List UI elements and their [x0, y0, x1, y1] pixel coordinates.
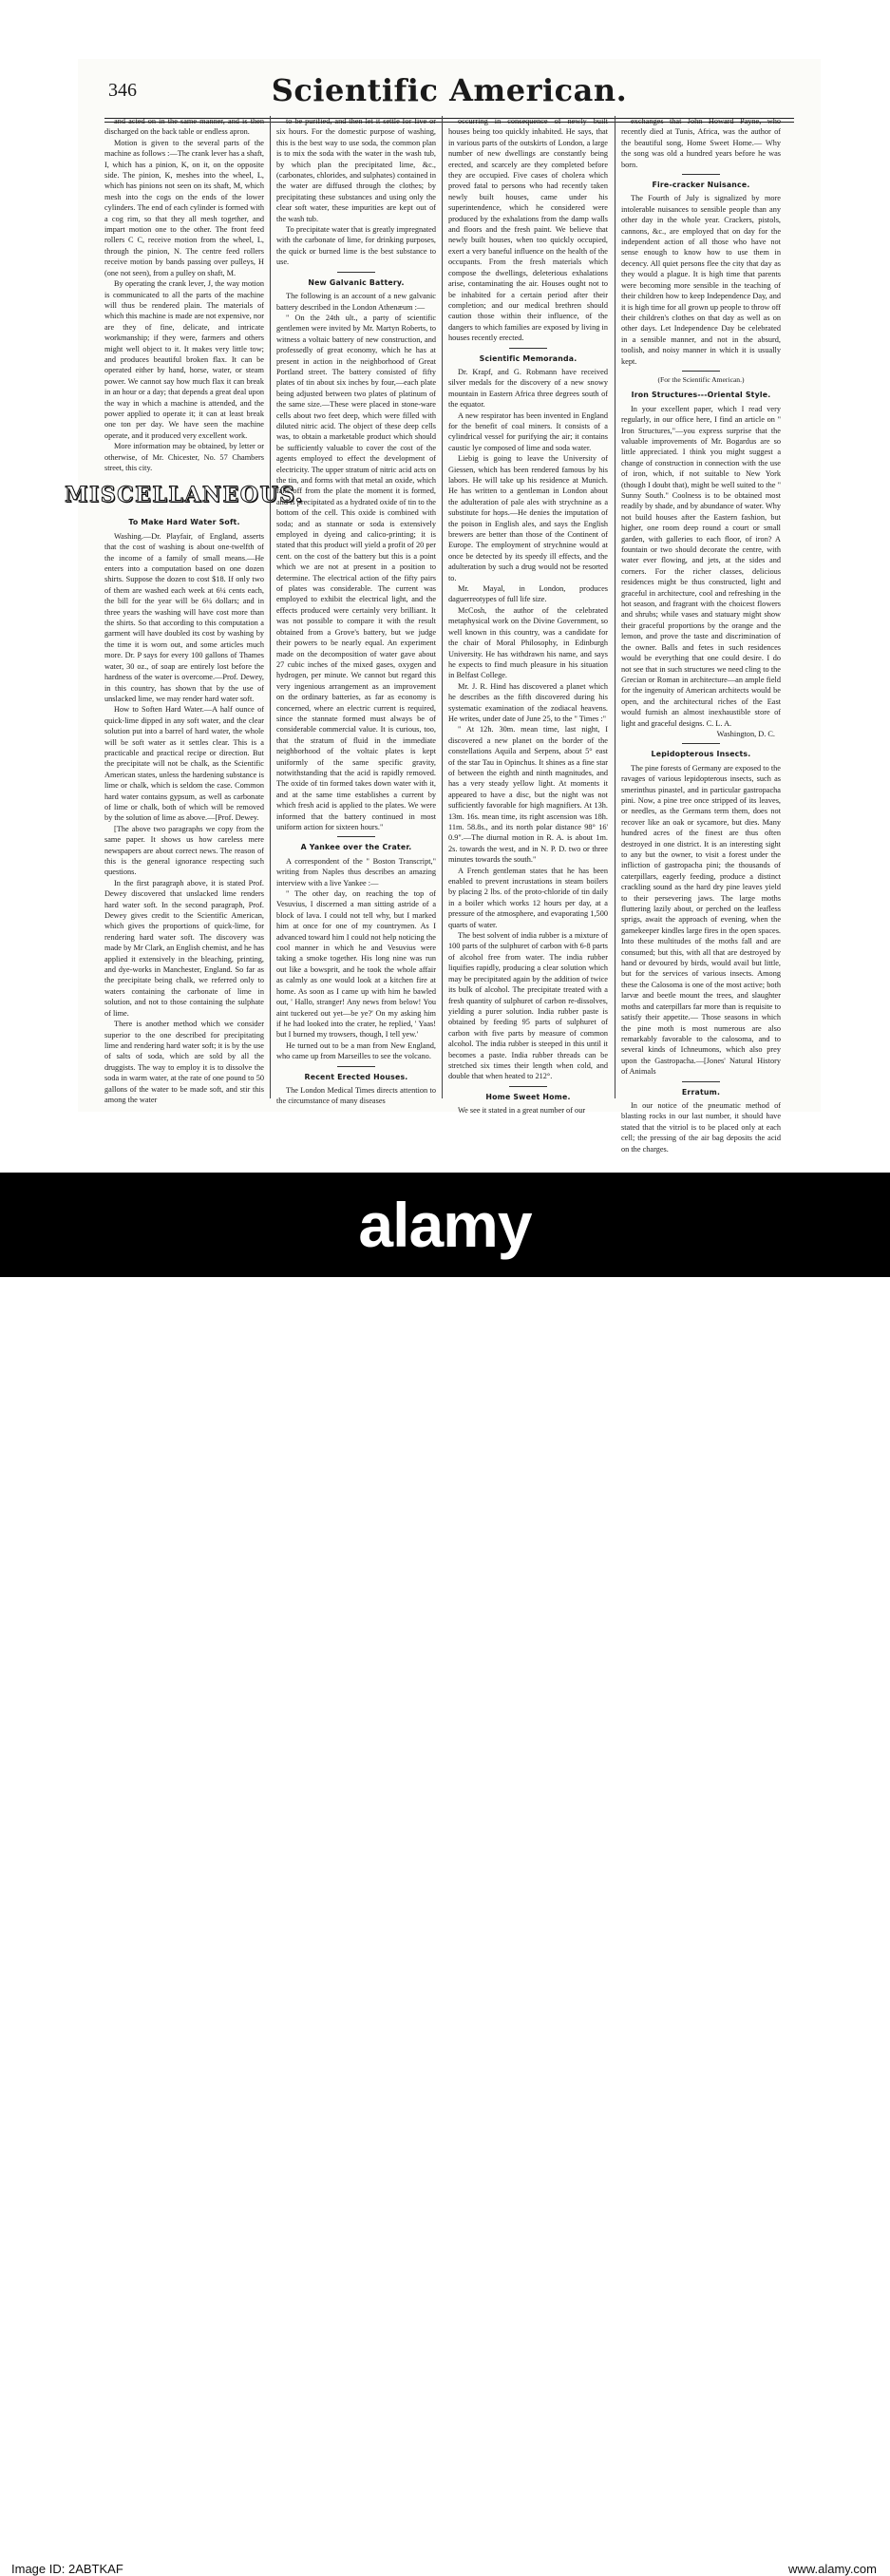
article-title: Fire-cracker Nuisance. — [652, 181, 750, 190]
section-separator — [682, 1081, 720, 1082]
paragraph: Dr. Krapf, and G. Robmann have received silver medals for the discovery of a new snowy mountain in Eastern Africa three degrees south of the equator. — [448, 367, 608, 410]
article-title: Lepidopterous Insects. — [651, 750, 751, 759]
column-divider — [442, 116, 443, 1098]
paragraph: A correspondent of the " Boston Transcript," writing from Naples thus describes an amazing interview with a live Yankee :— — [276, 856, 436, 887]
paragraph: More information may be obtained, by letter or otherwise, of Mr. Chicester, No. 57 Chambers street, this city. — [104, 442, 264, 472]
paragraph: Mr. Mayal, in London, produces daguerreotypes of full life size. — [448, 584, 608, 604]
stock-info-bar — [0, 1277, 890, 2576]
paragraph: " The other day, on reaching the top of Vesuvius, I discerned a man sitting astride of a block of lava. I could not tell why, but I marked him at once for one of my countrymen. As I advanced toward him I could not help noticing the cool manner in which he and Vesuvius were taking a smoke together. His long nine was run out like a bowsprit, and he took the whole affair as calmly as one would look at a kitchen fire at home. As soon as I came up with him he bawled out, ' Hallo, stranger! Any news from below! You aint tuckered out yet—be ye?' On my asking him if he had looked into the crater, he replied, ' Yaas! but I burned my trowsers, though, I tell yew.' — [276, 889, 436, 1040]
column-divider — [270, 116, 271, 1098]
paragraph: " On the 24th ult., a party of scientific gentlemen were invited by Mr. Martyn Roberts, to witness a voltaic battery of new construction, and professedly of great economy, which he has at present in action in the neighborhood of Great Portland street. The battery consisted of fifty plates of tin about six inches by four,—each plate being adjusted between two plates of platinum of the same size.—These were placed in stone-ware cells about two feet deep, which were filled with diluted nitric acid. The object of these deep cells was, to obtain a marketable product which should be sufficiently valuable to cover the cost of the agents employed to effect the development of electricity. The upper stratum of nitric acid acts on the tin, and forms with that metal an oxide, which falls off from the plate the moment it is formed, and is precipitated as a hydrated oxide of tin to the bottom of the cell. This oxide is combined with soda; and as stannate or soda is extensively employed in dyeing and calico-printing; it is stated that this product will yield a profit of 20 per cent. on the cost of the battery but this is a point which we are not at present in a position to determine. The electrical action of the fifty pairs of plates was considerable. The current was employed to exhibit the electrical light, and the effects produced were certainly very brilliant. It was not possible to compare it with the result obtained from a Grove's battery, but we judge their powers to be nearly equal. An experiment made on the decomposition of water gave about 27 cubic inches of the mixed gases, oxygen and hydrogen, per minute. We cannot but regard this very ingenious arrangement as an improvement on the ordinary batteries, as far as economy is concerned, where an electric current is required, since the stannate formed must always be of considerable commercial value. It is curious, too, that the stratum of fluid in the immediate neighborhood of the voltaic plates is kept uniformly of the same specific gravity, notwithstanding that the acid is rapidly removed. The oxide of tin formed takes down water with it, and at the same time establishes a current by which fresh acid is applied to the plates. We were informed that the battery continued in most uniform action for sixteen hours." — [276, 313, 436, 831]
paragraph: The best solvent of india rubber is a mixture of 100 parts of the sulphuret of carbon with 6-8 parts of alcohol free from water. The india rubber liquifies rapidly, producing a clear solution which may be precipitated again by the addition of twice its bulk of alcohol. The precipitate treated with a fresh quantity of sulphuret of carbon re-dissolves, yielding a purer solution. India rubber paste is obtained by feeding 95 parts of sulphuret of carbon with five parts by measure of common alcohol. The india rubber is steeped in this until it becomes a paste. India rubber threads can be stretched six times their length when cold, and double that when heated to 212°. — [448, 931, 608, 1081]
paragraph: How to Soften Hard Water.—A half ounce of quick-lime dipped in any soft water, and the clear solution put into a barrel of hard water, the whole will be soft water as it settles clear. This is a practicable and practical recipe or direction. But the precipitate will not be chalk, as the Scientific American states, unless the hardening substance is lime or chalk, which is seldom the case. Common hard water contains gypsum, as well as carbonate of lime or chalk, both of which will be removed by the solution of lime as above.—[Prof. Dewey. — [104, 705, 264, 823]
paragraph: To precipitate water that is greatly impregnated with the carbonate of lime, for drinking purposes, the quick or burned lime is the best substance to use. — [276, 225, 436, 267]
section-separator — [509, 348, 547, 349]
section-separator — [682, 174, 720, 175]
paragraph: The London Medical Times directs attention to the circumstance of many diseases — [276, 1085, 436, 1106]
paragraph: and acted on in the same manner, and is then discharged on the back table or endless apron. — [104, 117, 264, 137]
column-2 — [276, 116, 436, 1106]
article-title: Erratum. — [681, 1087, 721, 1097]
column-3 — [448, 116, 608, 1116]
paragraph: The following is an account of a new galvanic battery described in the London Athenæum :— — [276, 292, 436, 312]
paragraph: A new respirator has been invented in England for the benefit of coal miners. It consists of a cylindrical vessel for purifying the air; it contains caustic lye composed of lime and soda water. — [448, 410, 608, 452]
image-id-label: Image ID: 2ABTKAF — [11, 2562, 123, 2576]
column-1 — [65, 116, 304, 1104]
paragraph: The pine forests of Germany are exposed to the ravages of various lepidopterous insects, such as smerinthus pinastel, and in particular gastropacha pini. Now, a pine tree once stripped of its leaves, or needles, as the Germans term them, does not recover like an oak or sycamore, but dies. Many hundred acres of the finest are thus often destroyed in one district. It is an interesting sight to any but the owner, to visit a forest under the infliction of gastropacha pini; the thousands of caterpillars, eagerly feeding, produce a distinct crackling sound as the hard dry pine leaves yield to their persevering jaws. The large moths fluttering lazily about, or perched on the leafless sprigs, await the approach of evening, when the gamekeeper kindles large fires in the open spaces. Into these multitudes of the moths fall and are consumed; but this, with all that are destroyed by hand or devoured by birds, would avail but little, but for the services of various insects. Among these the Calosoma is one of the most active; both larvæ and beetle mount the trees, and slaughter moths and caterpillars far more than is requisite to satisfy their appetite.— Those seasons in which the pine moth is most numerous are also remarkably favorable to the calosoma, and to several kinds of Ichneumons, which also prey upon the Gastropacha.—[Jones' Natural History of Animals — [621, 763, 781, 1077]
section-separator — [337, 272, 375, 273]
newspaper-page — [65, 59, 821, 1154]
paragraph: McCosh, the author of the celebrated metaphysical work on the Divine Government, so well known in this country, was a candidate for the chair of Moral Philosophy, in Edinburgh University. He has withdrawn his name, and says he expects to find much pleasure in his situation in Belfast College. — [448, 605, 608, 680]
masthead-title: Scientific American. — [271, 72, 628, 108]
paragraph: exchanges that John Howard Payne, who recently died at Tunis, Africa, was the author of the beautiful song, Home Sweet Home.— Why the song was old a hundred years before he was born. — [621, 117, 781, 169]
section-separator — [337, 1066, 375, 1067]
paragraph: [The above two paragraphs we copy from the same paper. It shows us how careless mere newspapers are about correct news. The reason of this is the general ignorance respecting such questions. — [104, 824, 264, 877]
place-signature: Washington, D. C. — [716, 729, 775, 738]
paragraph: to be purified, and then let it settle for five or six hours. For the domestic purpose of washing, this is the best way to use soda, the common plan is to mix the soda with the water in the wash tub, by which plan the precipitated lime, &c., (carbonates, chlorides, and sulphates) contained in the water are diffused through the clothes; by precipitating these substances and using only the clear soft water, these impurities are kept out of the wash tub. — [276, 117, 436, 223]
page-header — [78, 70, 821, 108]
article-title: Iron Structures---Oriental Style. — [631, 391, 771, 400]
paragraph: We see it stated in a great number of our — [458, 1106, 586, 1116]
paragraph: The Fourth of July is signalized by more intolerable nuisances to sensible people than any other day in the whole year. Crackers, pistols, cannons, &c., are employed that on day for the independent action of all those who have not sense enough to know how to use them in decency. All quiet persons flee the city that day as they would a plague. It is high time that parents were becoming more sensible in the teaching of their children how to keep Independence Day, and it is high time for all grown up people to throw off their children's clothes on that day as well as on other days. Let Independence Day be celebrated in a sensible manner, and not in the absurd, toolish, and noisy manner in which it is usually kept. — [621, 194, 781, 366]
miscellaneous-heading: MISCELLANEOUS. — [65, 482, 304, 507]
site-url: www.alamy.com — [788, 2562, 877, 2576]
article-title: Home Sweet Home. — [485, 1092, 571, 1101]
section-separator — [682, 743, 720, 744]
section-separator — [509, 1086, 547, 1087]
paragraph: Mr. J. R. Hind has discovered a planet which he describes as the fifth discovered during his systematic examination of the zodiacal heavens. He writes, under date of June 25, to the " Times :" — [448, 681, 608, 723]
page-number: 346 — [108, 80, 137, 101]
section-separator — [337, 836, 375, 837]
article-title: Recent Erected Houses. — [304, 1072, 408, 1081]
paragraph: In the first paragraph above, it is stated Prof. Dewey discovered that unslacked lime renders hard water soft. In the second paragraph, Prof. Dewey gives credit to the Scientific American, which gives the proportions of quick-lime, for rendering hard water soft. The discovery was made by Mr Clark, an English chemist, and he has applied it extensively in the bleaching, printing, and dye-works in Manchester, England. So far as the precipitate being chalk, we referred only to waters containing the carbonate of lime in solution, and not to those containing the sulphate of lime. — [104, 878, 264, 1018]
article-title: New Galvanic Battery. — [308, 277, 405, 287]
paragraph: A French gentleman states that he has been enabled to prevent incrustations in steam boilers by placing 2 lbs. of the proto-chloride of tin daily in a boiler which works 12 hours per day, at a pressure of the atmosphere, and evaporating 1,500 quarts of water. — [448, 866, 608, 929]
paragraph: " At 12h. 30m. mean time, last night, I discovered a new planet on the border of the constellations Aquila and Serpens, about 5° east of the star Tau in Opinchus. It shines as a fine star of between the eighth and ninth magnitudes, and has a very steady yellow light. At moments it appeared to have a disc, but the night was not sufficiently favorable for high magnifiers. At 13h. 13m. 16s. mean time, its right ascension was 18h. 11m. 58.8s., and its north polar distance 98° 16' 0.9".—The diurnal motion in R. A. is about 1m. 2s. towards the west, and in N. P. D. two or three minutes towards the south." — [448, 725, 608, 865]
paragraph: Liebig is going to leave the University of Giessen, which has been rendered famous by his labors. He will take up his residence at Munich. He has written to a gentleman in London about the adulteration of pale ales with strychnine as a substitute for hops.—He denies the imputation of the poison in English ales, and says the English brewers are better than those of the Continent of Europe. The employment of strychnine would at once be detected by its speedy ill effects, and the adulteration by such a drug would not be resorted to. — [448, 454, 608, 582]
paragraph: In your excellent paper, which I read very regularly, in our office here, I find an article on " Iron Structures,"—you express surprise that the valuable improvements of Mr. Bogardus are so little appreciated. I think you might suggest a change of construction in connection with the use of iron, which, if not suitable to New York (though I doubt that), might be well suited to the " Sunny South." Coolness is to be obtained most readily by shade, and by abundance of water. Why not build houses after the Eastern fashion, but higher, one room deep round a court or small garden, with galleries to each floor, of iron? A fountain or two should decorate the centre, with water ever flowing, and jets, at the sides and corners. For the richer classes, delicious residences might be thus constructed, light and graceful in architecture, cool and refreshing in the hot season, and fragrant with the choicest flowers and shrubs; while vases and statuary might show their graceful proportions by the orange and the lemon, and prove the taste and discrimination of the owner. Balls and fetes in such residences would be everything that one could desire. I do not see that in such structures we need cling to the Grecian or Roman in architecture—an ample field for the ingenuity of American architects would be open, and the architectural riches of the East would furnish an almost inexhaustible store of light and graceful designs. C. L. A. — [621, 404, 781, 728]
paragraph: Motion is given to the several parts of the machine as follows :—The crank lever has a shaft, I, which has a pinion, K, on it, on the opposite side. The pinion, K, meshes into the wheel, L, which has pinions not seen on its shaft, M, which mesh into the cogs on the ends of the lower cylinders. The end of each cylinder is formed with a cog rim, so that they all mesh together, and impart motion one to the other. The front feed rollers C C, receive motion from the wheel, L, through the pinion, N. The centre feed rollers receive motion by bands passing over pulleys, H (one not seen), from a pulley on shaft, M. — [104, 138, 264, 277]
paragraph: By operating the crank lever, J, the way motion is communicated to all the parts of the machine will thus be rendered plain. The materials of which this machine is made are not expensive, nor are they of fine, delicate, and intricate workmanship; if they were, farmers and others might well object to it. It makes very little tow; and produces beautiful broken flax. It can be operated either by hand, horse, water, or steam power. We cannot say how much flax it can break in an hour or a day; that depends a great deal upon the way in which a machine is attended, and the power applied to operate it; it can at least break one ton per day. We have seen the machine operate, and it produced very excellent work. — [104, 279, 264, 440]
paragraph: Washing.—Dr. Playfair, of England, asserts that the cost of washing is about one-twelfth of the income of a family of small means.—He enters into a computation based on one dozen shirts. Suppose the dozen to cost $18. If only two of them are washed each week at 6¼ cents each, the bill for the year will be 6¼ dollars; and in three years the washing will have cost more than the shirts. So that according to this computation a garment will have doubled its cost by washing by the time it is worn out, and some articles much more. Dr. P says for every 100 gallons of Thames water, 30 oz., of soap are entirely lost before the hardness of the water is overcome.—Prof. Dewey, in this country, has shown that by the use of unslacked lime, we may render hard water soft. — [104, 531, 264, 703]
alamy-logo: alamy — [358, 1190, 532, 1260]
section-separator — [682, 371, 720, 372]
article-title: A Yankee over the Crater. — [300, 843, 412, 852]
paragraph: He turned out to be a man from New England, who came up from Marseilles to see the volcano. — [276, 1040, 436, 1061]
column-4 — [621, 116, 781, 1154]
source-note: (For the Scientific American.) — [657, 374, 745, 384]
paragraph: There is another method which we consider superior to the one described for precipitating lime and rendering hard water soft; it is by the use of salts of soda, which are sold by all the druggists. The way to employ it is to dissolve the soda in warm water, at the rate of one pound to 50 gallons of the water to be made soft, and stir this among the water — [104, 1020, 264, 1104]
paragraph: occurring in consequence of newly built houses being too quickly inhabited. He says, that in various parts of the outskirts of London, a large number of new dwellings are constantly being erected, and scarcely are they completed before they are occupied. Five cases of cholera which proved fatal to persons who had recently taken newly built houses, came under his superintendence, which he considered were produced by the exhalations from the damp walls and floors and the fresh paint. We believe that newly built houses, when too quickly occupied, exert a very baneful influence on the health of the occupants. From the fresh materials which compose the dwellings, deleterious exhalations arise, contaminating the air. Houses ought not to be inhabited for a certain period after their completion; and our medical brethren should caution those within their influence, of the dangers to which families are exposed by living in houses recently erected. — [448, 117, 608, 343]
article-title: Scientific Memoranda. — [479, 353, 578, 363]
paragraph: In our notice of the pneumatic method of blasting rocks in our last number, it should have stated that the vitriol is to be placed only at each cell; the pressing of the air bag deposits the acid on the charges. — [621, 1100, 781, 1154]
article-title: To Make Hard Water Soft. — [128, 518, 240, 527]
